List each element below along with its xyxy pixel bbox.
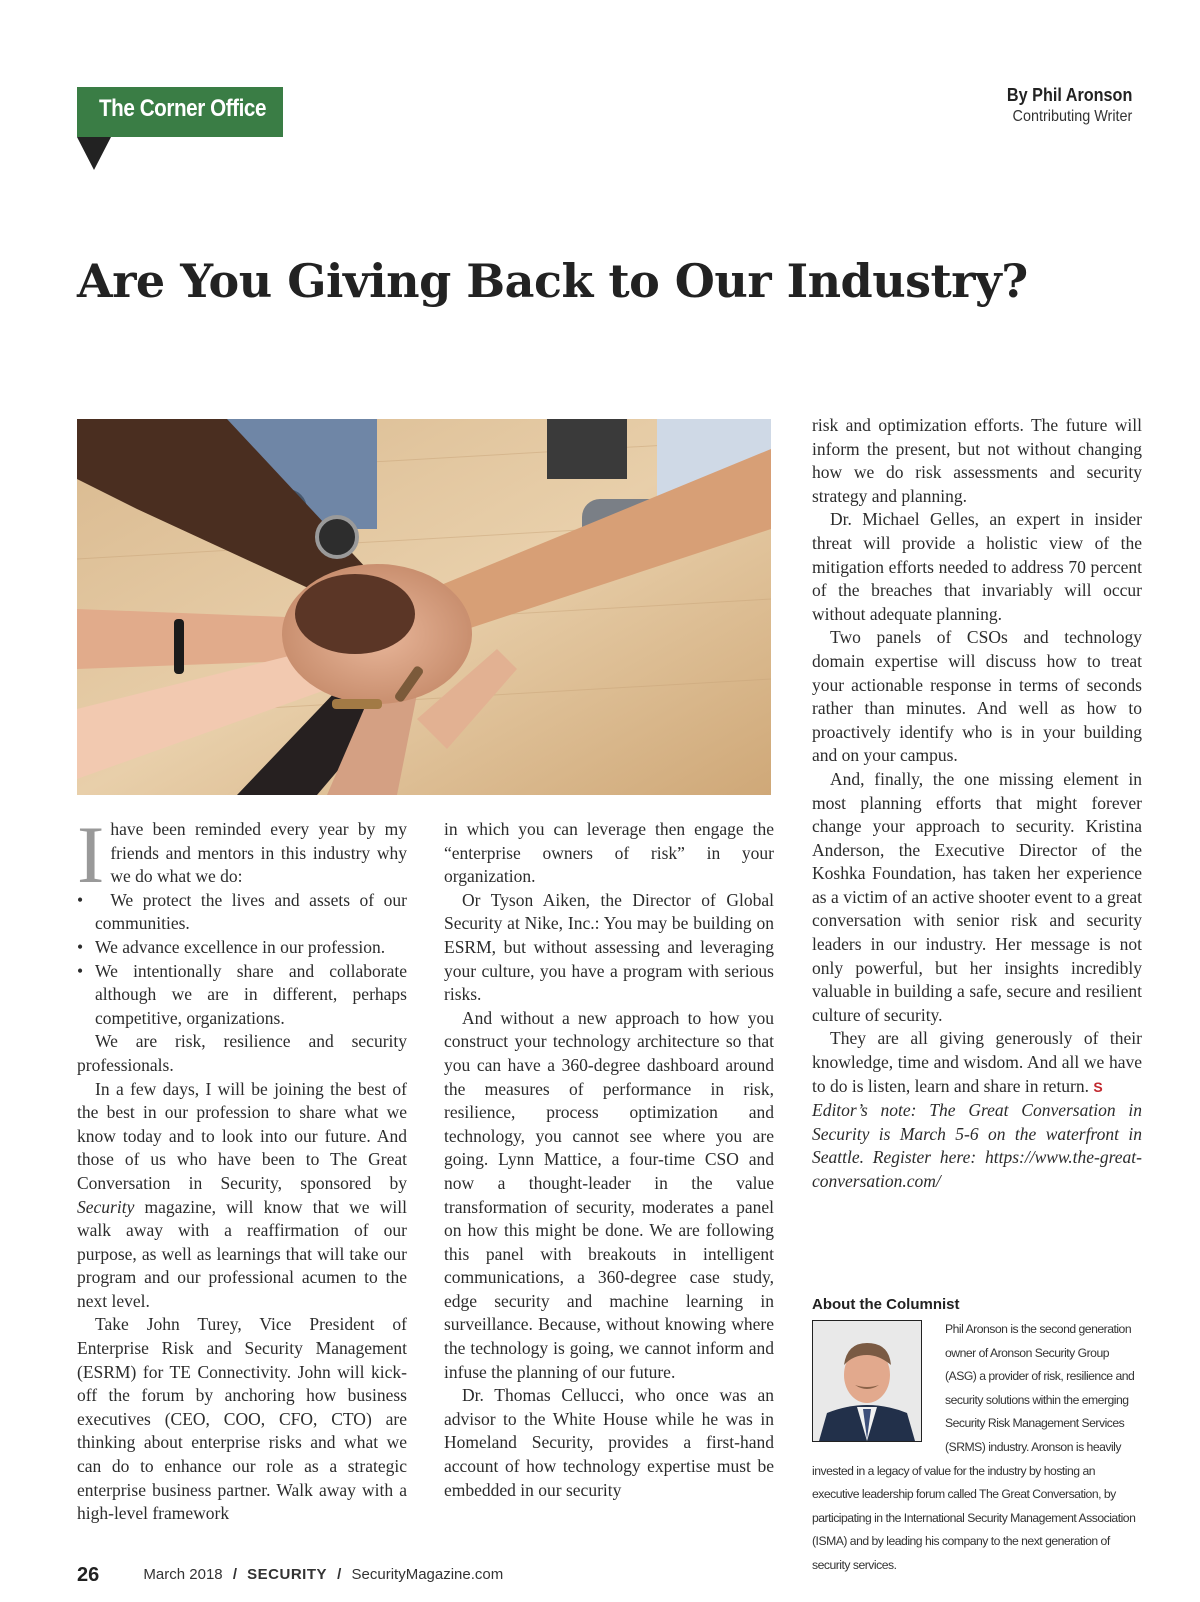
body-paragraph: Or Tyson Aiken, the Director of Global Security at Nike, Inc.: You may be building on ESRM, but without assessing and leveraging your culture, you have a program with serious risks. bbox=[444, 889, 774, 1005]
article-column-1 bbox=[77, 809, 407, 1526]
footer-separator: / bbox=[337, 1566, 342, 1583]
article-column-2 bbox=[444, 818, 774, 1502]
values-list bbox=[77, 889, 407, 1031]
list-item: • We advance excellence in our profession. bbox=[77, 936, 407, 960]
about-columnist-title: About the Columnist bbox=[812, 1296, 960, 1313]
article-column-3 bbox=[812, 414, 1142, 1194]
portrait-spacer bbox=[812, 1318, 945, 1448]
drop-cap: I bbox=[77, 809, 105, 900]
body-paragraph: And without a new approach to how you construct your technology architecture so that you can have a 360-degree dashboard around the measures of performance in risk, resilience, process optimization and technology, you cannot see where you are going. Lynn Mattice, a four-time CSO and now a thought-leader in the value transformation of security, moderates a panel on how this might be done. We are following this panel with breakouts in intelligent communications, a 360-degree case study, edge security and machine learning in surveillance. Because, without knowing where the technology is going, we cannot inform and infuse the planning of our future. bbox=[444, 1007, 774, 1382]
body-paragraph: Take John Turey, Vice President of Enterprise Risk and Security Management (ESRM) for TE Connectivity. John will kick-off the forum by anchoring how business executives (CEO, COO, CFO, CTO) are thinking about enterprise risks and what we can do to enhance our role as a strategic enterprise business partner. Walk away with a high-level framework bbox=[77, 1314, 407, 1524]
end-mark-icon: S bbox=[1093, 1078, 1103, 1095]
byline bbox=[993, 85, 1132, 126]
list-item: • We intentionally share and collaborate although we are in different, perhaps competitive, organizations. bbox=[77, 960, 407, 1031]
body-paragraph: Dr. Michael Gelles, an expert in insider threat will provide a holistic view of the mitigation efforts needed to address 70 percent of the breaches that invariably will occur without adequate planning. bbox=[812, 509, 1142, 624]
editor-note: Editor’s note: The Great Conversation in Security is March 5-6 on the waterfront in Seattle. Register here: https://www.the-great-conversation.com/ bbox=[812, 1100, 1142, 1191]
magazine-name: SECURITY bbox=[247, 1566, 327, 1583]
body-paragraph-continued: risk and optimization efforts. The future will inform the present, but not without changing how we do risk assessments and security strategy and planning. bbox=[812, 415, 1142, 506]
list-item: • We protect the lives and assets of our communities. bbox=[77, 889, 407, 936]
author-name: By Phil Aronson bbox=[1006, 85, 1132, 105]
body-paragraph: They are all giving generously of their knowledge, time and wisdom. And all we have to do is listen, learn and share in return. S bbox=[812, 1028, 1142, 1096]
body-paragraph: In a few days, I will be joining the best of the best in our profession to share what we know today and to look into our future. And those of us who have been to The Great Conversation in Security, sponsored by Security magazine, will know that we will walk away with a reaffirmation of our purpose, as well as learnings that will take our program and our professional acumen to the next level. bbox=[77, 1078, 407, 1311]
section-tag bbox=[77, 87, 283, 137]
body-paragraph: Dr. Thomas Cellucci, who once was an advisor to the White House while he was in Homeland Security, provides a first-hand account of how technology expertise must be embedded in our security bbox=[444, 1385, 774, 1500]
columnist-bio: Phil Aronson is the second generation owner of Aronson Security Group (ASG) a provider of risk, resilience and security solutions within the emerging Security Risk Management Services (SRMS) industry. Aronson is heavily invested in a legacy of value for the industry by hosting an executive leadership forum called The Great Conversation, by participating in the International Security Management Association (ISMA) and by leading his company to the next generation of security services. bbox=[812, 1318, 1142, 1578]
author-role: Contributing Writer bbox=[1012, 108, 1132, 125]
section-tag-label: The Corner Office bbox=[99, 95, 267, 122]
page-footer bbox=[77, 1562, 503, 1585]
hands-stacked-teamwork-photo bbox=[77, 419, 771, 795]
footer-separator: / bbox=[232, 1566, 237, 1583]
body-paragraph: And, finally, the one missing element in most planning efforts that might forever change your approach to security. Kristina Anderson, the Executive Director of the Koshka Foundation, has taken her experience as a victim of an active shooter event to a great conversation with senior risk and security leaders in our industry. Her message is not only powerful, but her insights incredibly valuable in building a safe, secure and resilient culture of security. bbox=[812, 768, 1142, 1025]
body-paragraph-continued: in which you can leverage then engage the “enterprise owners of risk” in your organization. bbox=[444, 819, 774, 887]
page-number: 26 bbox=[77, 1564, 100, 1586]
body-paragraph: We are risk, resilience and security professionals. bbox=[77, 1031, 407, 1075]
magazine-name-italic: Security bbox=[77, 1196, 135, 1217]
article-headline: Are You Giving Back to Our Industry? bbox=[77, 254, 1028, 308]
body-paragraph: Two panels of CSOs and technology domain expertise will discuss how to treat your actionable response in terms of seconds rather than minutes. And well as how to proactively identify who is in your building and on your campus. bbox=[812, 627, 1142, 766]
section-tag-pointer bbox=[77, 137, 111, 170]
website-url: SecurityMagazine.com bbox=[351, 1566, 504, 1583]
issue-date: March 2018 bbox=[143, 1566, 223, 1583]
intro-paragraph: have been reminded every year by my friends and mentors in this industry why we do what we do: bbox=[110, 819, 407, 887]
